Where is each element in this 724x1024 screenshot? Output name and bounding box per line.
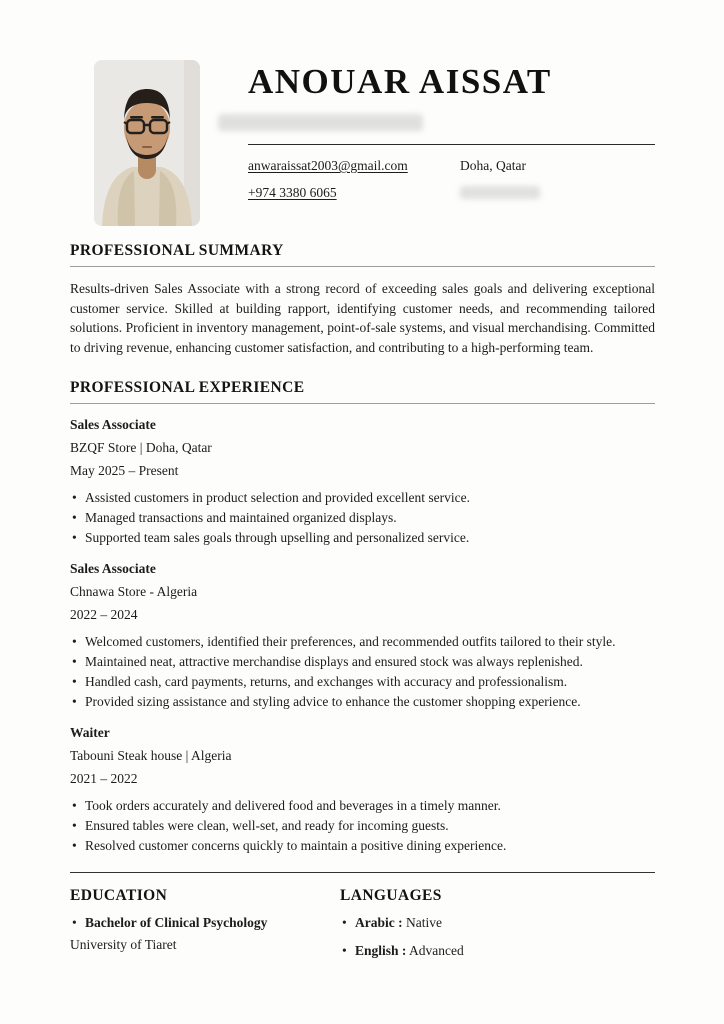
bullet-item: • Provided sizing assistance and styling advice to enhance the customer shopping experience. [70, 692, 655, 712]
job-company: Tabouni Steak house | Algeria [70, 748, 232, 763]
contact-info [248, 158, 655, 201]
languages-heading: LANGUAGES [340, 887, 442, 904]
phone-link[interactable]: +974 3380 6065 [248, 184, 337, 200]
language-item [340, 913, 655, 933]
bullet-item: • Ensured tables were clean, well-set, and ready for incoming guests. [70, 816, 655, 836]
header-main [248, 60, 655, 226]
resume-header [94, 60, 655, 226]
bullet-item: • Took orders accurately and delivered food and beverages in a timely manner. [70, 796, 655, 816]
job-entry [70, 724, 655, 856]
professional-summary-section [70, 242, 655, 357]
redacted-subtitle [218, 114, 423, 131]
job-bullets [70, 632, 655, 712]
email-link[interactable]: anwaraissat2003@gmail.com [248, 157, 408, 173]
job-company: Chnawa Store - Algeria [70, 584, 198, 599]
summary-text: Results-driven Sales Associate with a strong record of exceeding sales goals and delivering exceptional customer service. Skilled at building rapport, identifying customer needs, and recommending tailored solutions. Proficient in inventory management, point-of-sale systems, and visual merchandising. Committed to driving revenue, enhancing customer satisfaction, and contributing to a high-performing team. [70, 281, 655, 355]
job-bullets [70, 796, 655, 856]
language-label: Arabic : [355, 915, 403, 930]
education-school: University of Tiaret [70, 937, 177, 952]
job-bullets [70, 488, 655, 548]
bullet-item: • Maintained neat, attractive merchandise displays and ensured stock was always replenished. [70, 652, 655, 672]
job-entry [70, 560, 655, 712]
language-level: Native [406, 915, 442, 930]
experience-heading: PROFESSIONAL EXPERIENCE [70, 379, 305, 396]
job-title: Sales Associate [70, 417, 156, 432]
bullet-item: • Supported team sales goals through upselling and personalized service. [70, 528, 655, 548]
bottom-divider [70, 872, 655, 873]
person-portrait-icon [94, 60, 200, 226]
degree-text: Bachelor of Clinical Psychology [85, 915, 268, 930]
job-dates: May 2025 – Present [70, 463, 179, 478]
bullet-item: • Assisted customers in product selection and provided excellent service. [70, 488, 655, 508]
summary-rule [70, 266, 655, 267]
job-company: BZQF Store | Doha, Qatar [70, 440, 212, 455]
location-text: Doha, Qatar [460, 157, 526, 173]
bottom-columns [70, 887, 655, 961]
profile-photo [94, 60, 200, 226]
bullet-item: • Managed transactions and maintained organized displays. [70, 508, 655, 528]
job-dates: 2021 – 2022 [70, 771, 138, 786]
candidate-name: ANOUAR AISSAT [248, 62, 552, 101]
bullet-item: • Handled cash, card payments, returns, and exchanges with accuracy and professionalism. [70, 672, 655, 692]
language-level: Advanced [409, 943, 464, 958]
bullet-item: • Resolved customer concerns quickly to maintain a positive dining experience. [70, 836, 655, 856]
job-title: Waiter [70, 725, 110, 740]
education-section [70, 887, 340, 961]
job-title: Sales Associate [70, 561, 156, 576]
professional-experience-section [70, 379, 655, 856]
redacted-contact [460, 186, 540, 199]
language-item [340, 941, 655, 961]
education-heading: EDUCATION [70, 887, 168, 904]
languages-section [340, 887, 655, 961]
education-degree [70, 913, 340, 933]
bullet-item: • Welcomed customers, identified their preferences, and recommended outfits tailored to their style. [70, 632, 655, 652]
experience-rule [70, 403, 655, 404]
job-entry [70, 416, 655, 548]
job-dates: 2022 – 2024 [70, 607, 138, 622]
language-label: English : [355, 943, 407, 958]
header-rule [248, 144, 655, 145]
summary-heading: PROFESSIONAL SUMMARY [70, 242, 284, 259]
